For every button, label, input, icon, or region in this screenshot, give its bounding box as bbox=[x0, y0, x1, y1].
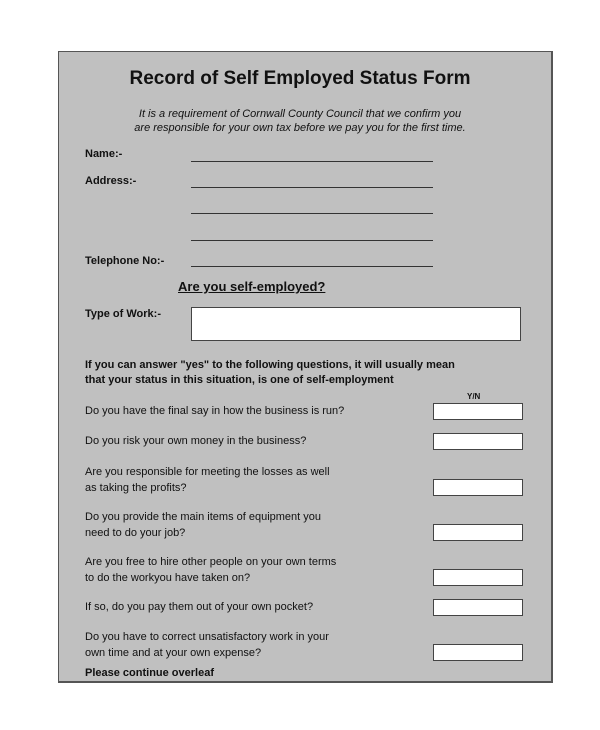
section-heading: Are you self-employed? bbox=[178, 279, 326, 294]
address-field-2[interactable] bbox=[191, 213, 433, 214]
yn-header: Y/N bbox=[467, 392, 481, 401]
answer-6-field[interactable] bbox=[433, 599, 523, 616]
question-6: If so, do you pay them out of your own pocket? bbox=[85, 601, 314, 613]
question-7: Do you have to correct unsatisfactory work in your own time and at your own expense? bbox=[85, 631, 329, 659]
question-1: Do you have the final say in how the business is run? bbox=[85, 405, 345, 417]
address-field-3[interactable] bbox=[191, 240, 433, 241]
answer-1-field[interactable] bbox=[433, 403, 523, 420]
name-label: Name:- bbox=[85, 148, 123, 160]
type-of-work-label: Type of Work:- bbox=[85, 308, 161, 320]
answer-5-field[interactable] bbox=[433, 569, 523, 586]
type-of-work-field[interactable] bbox=[191, 307, 521, 341]
answer-4-field[interactable] bbox=[433, 524, 523, 541]
answer-7-field[interactable] bbox=[433, 644, 523, 661]
question-3: Are you responsible for meeting the losses as well as taking the profits? bbox=[85, 466, 330, 494]
form-title: Record of Self Employed Status Form bbox=[129, 68, 471, 89]
questions-intro-1: If you can answer "yes" to the following questions, it will usually mean bbox=[85, 359, 455, 371]
answer-2-field[interactable] bbox=[433, 433, 523, 450]
question-4: Do you provide the main items of equipment you need to do your job? bbox=[85, 511, 322, 539]
intro-line-2: are responsible for your own tax before we pay you for the first time. bbox=[134, 122, 466, 134]
questions-intro-2: that your status in this situation, is one of self-employment bbox=[85, 374, 394, 386]
answer-3-field[interactable] bbox=[433, 479, 523, 496]
telephone-field[interactable] bbox=[191, 266, 433, 267]
continue-note: Please continue overleaf bbox=[85, 667, 214, 679]
name-field[interactable] bbox=[191, 161, 433, 162]
intro-line-1: It is a requirement of Cornwall County Council that we confirm you bbox=[138, 108, 462, 120]
question-5: Are you free to hire other people on your own terms to do the workyou have taken on? bbox=[85, 556, 337, 584]
question-2: Do you risk your own money in the business? bbox=[85, 435, 307, 447]
address-field-1[interactable] bbox=[191, 187, 433, 188]
address-label: Address:- bbox=[85, 175, 137, 187]
telephone-label: Telephone No:- bbox=[85, 255, 165, 267]
